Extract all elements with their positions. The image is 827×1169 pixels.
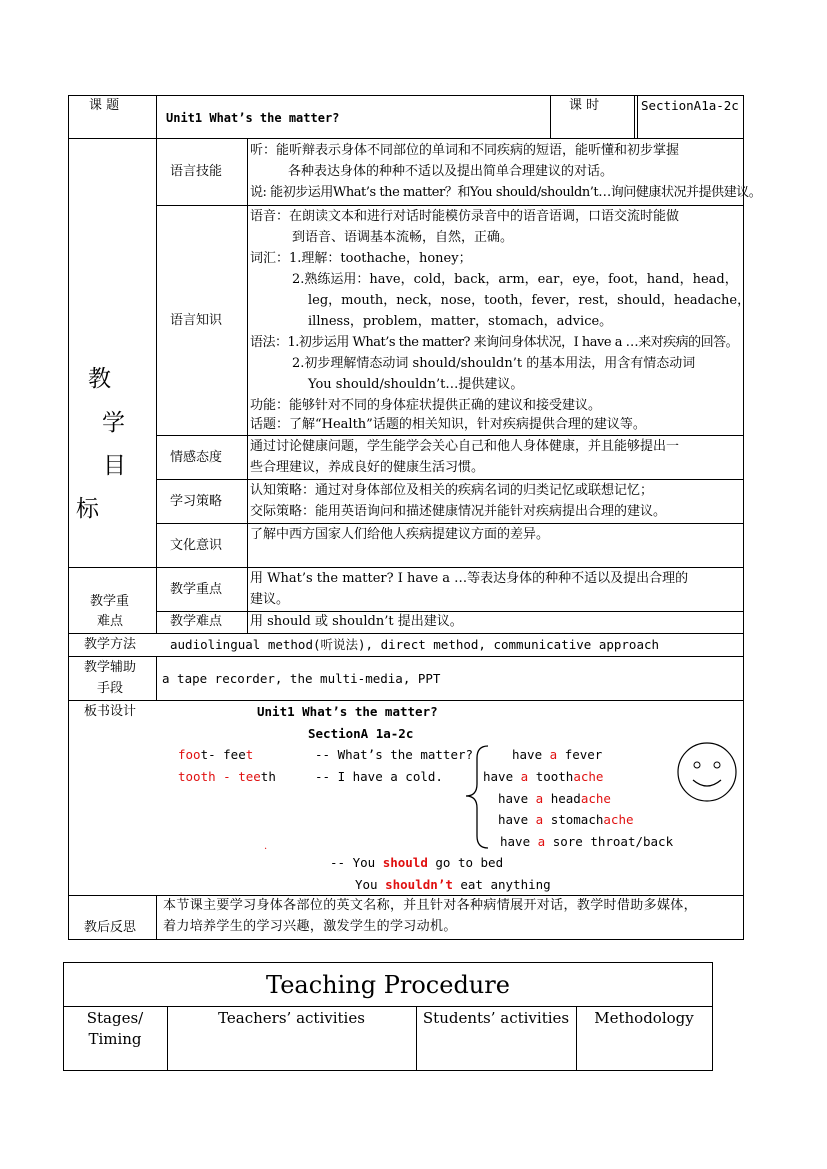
board-title: Unit1 What’s the matter?	[257, 704, 438, 719]
attitude-label: 情感态度	[170, 450, 223, 465]
curly-brace-icon	[462, 744, 492, 850]
knowledge-label: 语言知识	[170, 313, 223, 328]
skills-line: 各种表达身体的种种不适以及提出简单合理建议的对话。	[288, 164, 614, 179]
culture-label: 文化意识	[170, 538, 223, 553]
methodology-header: Methodology	[594, 1009, 694, 1027]
students-activities-header: Students’ activities	[422, 1009, 570, 1027]
board-symptom: have a stomachache	[498, 812, 634, 827]
board-symptom: have a fever	[512, 747, 603, 762]
reflection-line: 着力培养学生的学习兴趣，激发学生的学习动机。	[163, 919, 457, 934]
reflection-label: 教后反思	[84, 920, 137, 935]
objectives-char: 标	[76, 496, 99, 522]
procedure-title: Teaching Procedure	[266, 971, 510, 999]
topic-label: 课 题	[89, 98, 120, 113]
board-symptom: have a headache	[498, 791, 611, 806]
difficult-points-label: 教学难点	[170, 614, 223, 629]
key-points-line: 用 What’s the matter? I have a …等表达身体的种种不适以及提出合理的	[250, 571, 689, 586]
objectives-char: 目	[103, 453, 126, 479]
knowledge-line: illness，problem，matter，stomach，advice。	[308, 314, 613, 329]
aids-label: 手段	[97, 681, 124, 696]
strategy-line: 认知策略：通过对身体部位及相关的疾病名词的归类记忆或联想记忆；	[250, 483, 654, 498]
difficult-points-content: 用 should 或 shouldn’t 提出建议。	[250, 614, 463, 629]
board-label: 板书设计	[84, 704, 137, 719]
objectives-char: 学	[102, 410, 125, 436]
skills-line: 听：能听辩表示身体不同部位的单词和不同疾病的短语，能听懂和初步掌握	[250, 143, 680, 158]
period-value: SectionA1a-2c	[641, 98, 739, 113]
topic-value: Unit1 What’s the matter?	[166, 111, 340, 125]
knowledge-line: You should/shouldn’t…提供建议。	[308, 377, 524, 392]
board-dot: .	[264, 841, 268, 852]
key-points-line: 建议。	[250, 592, 290, 607]
board-subtitle: SectionA 1a-2c	[308, 726, 414, 741]
period-label: 课 时	[569, 98, 600, 113]
attitude-line: 通过讨论健康问题，学生能学会关心自己和他人身体健康，并且能够提出一	[250, 439, 680, 454]
methods-content: audiolingual method(听说法), direct method, communicative approach	[170, 637, 660, 652]
aids-content: a tape recorder, the multi-media, PPT	[162, 671, 441, 686]
knowledge-line: 功能：能够针对不同的身体症状提供正确的建议和接受建议。	[250, 398, 602, 413]
board-answer: -- I have a cold.	[315, 769, 443, 784]
knowledge-line: 语法：1.初步运用 What’s the matter? 来询问身体状况，I have a …来对疾病的回答。	[250, 335, 739, 350]
knowledge-line: 词汇：1.理解：toothache，honey；	[250, 251, 472, 266]
strategy-label: 学习策略	[170, 494, 223, 509]
aids-label: 教学辅助	[84, 660, 137, 675]
attitude-line: 些合理建议，养成良好的健康生活习惯。	[250, 460, 485, 475]
board-symptom: have a toothache	[483, 769, 604, 784]
stages-header: Stages/	[86, 1009, 144, 1027]
board-tooth-teeth: tooth - teeth	[178, 769, 276, 784]
knowledge-line: 话题：了解“Health”话题的相关知识，针对疾病提供合理的建议等。	[250, 417, 646, 432]
strategy-line: 交际策略：能用英语询问和描述健康情况并能针对疾病提出合理的建议。	[250, 504, 667, 519]
board-foot-feet: foot- feet	[178, 747, 254, 762]
knowledge-line: 语音：在朗读文本和进行对话时能模仿录音中的语音语调，口语交流时能做	[250, 209, 680, 224]
knowledge-line: 到语音、语调基本流畅，自然，正确。	[292, 230, 514, 245]
board-question: -- What’s the matter?	[315, 747, 474, 762]
knowledge-line: leg，mouth，neck，nose，tooth，fever，rest，should，headache，	[308, 293, 751, 308]
board-symptom: have a sore throat/back	[500, 834, 674, 849]
smiley-face-icon	[675, 740, 739, 804]
skills-line: 说: 能初步运用What’s the matter？和You should/shouldn’t…询问健康状况并提供建议。	[250, 185, 762, 200]
key-points-label: 教学重点	[170, 582, 223, 597]
timing-header: Timing	[88, 1030, 142, 1048]
focus-side-label: 难点	[97, 614, 124, 629]
board-advice: -- You should go to bed	[330, 855, 504, 870]
knowledge-line: 2.熟练运用：have，cold，back，arm，ear，eye，foot，hand，head，	[292, 272, 738, 287]
board-advice: You shouldn’t eat anything	[355, 877, 551, 892]
skills-label: 语言技能	[170, 164, 223, 179]
teachers-activities-header: Teachers’ activities	[218, 1009, 365, 1027]
culture-content: 了解中西方国家人们给他人疾病提建议方面的差异。	[250, 527, 550, 542]
objectives-char: 教	[88, 366, 111, 392]
focus-side-label: 教学重	[90, 594, 130, 609]
reflection-line: 本节课主要学习身体各部位的英文名称，并且针对各种病情展开对话，教学时借助多媒体，	[163, 898, 698, 913]
knowledge-line: 2.初步理解情态动词 should/shouldn’t 的基本用法，用含有情态动词	[292, 356, 696, 371]
methods-label: 教学方法	[84, 637, 137, 652]
